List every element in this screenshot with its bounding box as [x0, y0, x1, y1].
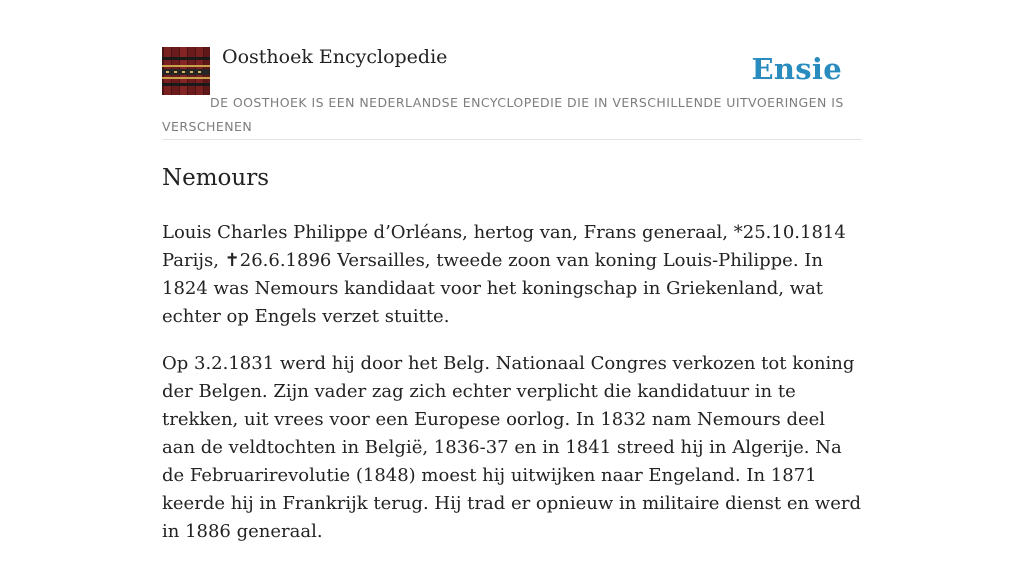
article-paragraph: Op 3.2.1831 werd hij door het Belg. Nationaal Congres verkozen tot koning der Belgen. Zijn vader zag zich echter verplicht die kandidatuur in te trekken, uit vrees voor een Europese oorlog. In 1832 nam Nemours deel aan de veldtochten in België, 1836-37 en in 1841 streed hij in Algerije. Na de Februarirevolutie (1848) moest hij uitwijken naar Engeland. In 1871 keerde hij in Frankrijk terug. Hij trad er opnieuw in militaire dienst en werd in 1886 generaal. [162, 353, 861, 542]
article-paragraph: Louis Charles Philippe d’Orléans, hertog van, Frans generaal, *25.10.1814 Parijs, ✝26.6.1896 Versailles, tweede zoon van koning Louis-Philippe. In 1824 was Nemours kandidaat voor het koningschap in Griekenland, wat echter op Engels verzet stuitte. [162, 222, 846, 327]
article-title: Nemours [162, 165, 270, 191]
site-tagline: DE OOSTHOEK IS EEN NEDERLANDSE ENCYCLOPEDIE DIE IN VERSCHILLENDE UITVOERINGEN IS VERSCHENEN [162, 95, 844, 134]
encyclopedia-books-icon[interactable] [162, 47, 210, 95]
site-name-link[interactable]: Oosthoek Encyclopedie [222, 46, 448, 68]
site-header [162, 40, 862, 140]
article [162, 161, 862, 565]
brand-logo-link[interactable]: Ensie [751, 52, 842, 86]
